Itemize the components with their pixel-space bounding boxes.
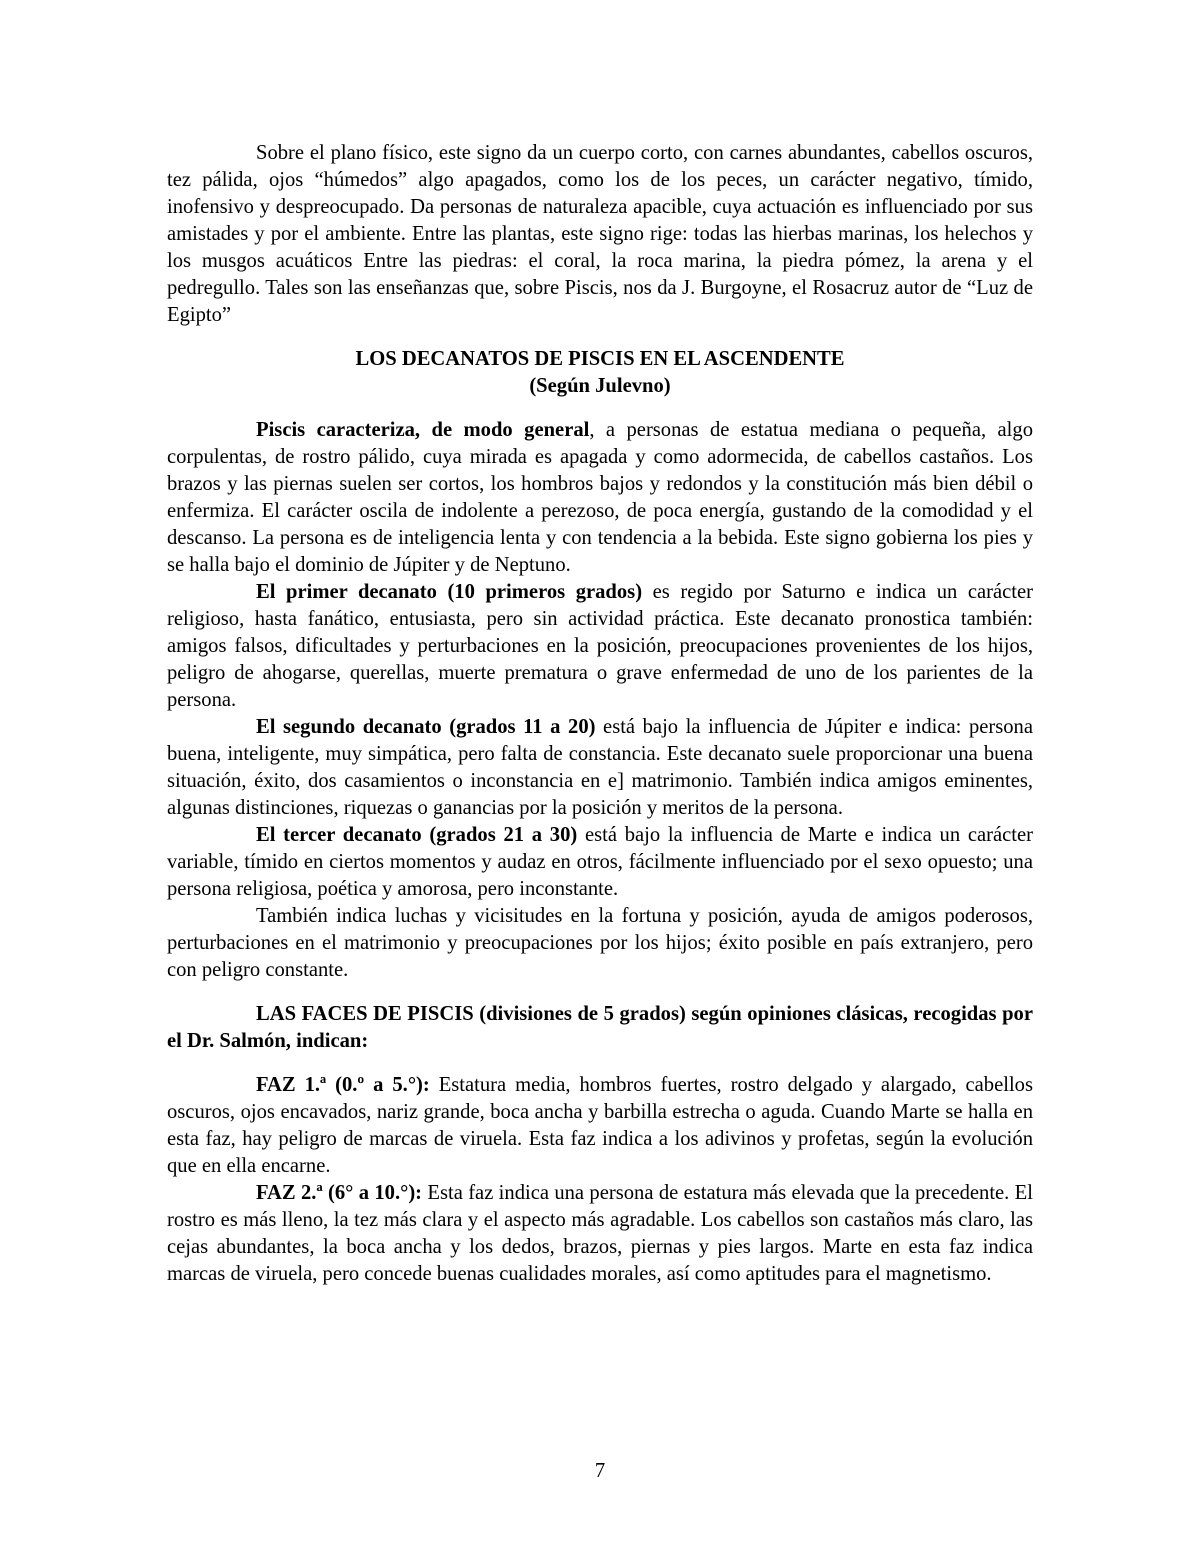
decanate-text: está bajo la influencia de Júpiter e indica: persona buena, inteligente, muy simpática, pero falta de constancia. Este decanato suele proporcionar una buena situación, éxito, dos casamientos o inconstancia en e] matrimonio. También indica amigos eminentes, algunas distinciones, riquezas o ganancias por la posición y meritos de la persona.	[167, 716, 1033, 819]
decanate-lead: El primer decanato (10 primeros grados)	[256, 581, 643, 603]
face-text: Estatura media, hombros fuertes, rostro delgado y alargado, cabellos oscuros, ojos encavados, nariz grande, boca ancha y barbilla estrecha o aguda. Cuando Marte se halla en esta faz, hay peligro de marcas de viruela. Esta faz indica a los adivinos y profetas, según la evolución que en ella encarne.	[167, 1074, 1033, 1177]
face-text: Esta faz indica una persona de estatura más elevada que la precedente. El rostro es más lleno, la tez más clara y el aspecto más agradable. Los cabellos son castaños más claro, las cejas abundantes, la boca ancha y los dedos, brazos, piernas y pies largos. Marte en esta faz indica marcas de viruela, pero concede buenas cualidades morales, así como aptitudes para el magnetismo.	[167, 1182, 1033, 1285]
decanate-text: está bajo la influencia de Marte e indica un carácter variable, tímido en ciertos momentos y audaz en otros, fácilmente influenciado por el sexo opuesto; una persona religiosa, poética y amorosa, pero inconstante.	[167, 824, 1033, 900]
general-paragraph	[167, 417, 1033, 579]
decanate-paragraph-2	[167, 714, 1033, 822]
page-number: 7	[594, 1460, 606, 1482]
general-text: , a personas de estatua mediana o pequeña, algo corpulentas, de rostro pálido, cuya mirada es apagada y como adormecida, de cabellos castaños. Los brazos y las piernas suelen ser cortos, los hombros bajos y redondos y la constitución más bien débil o enfermiza. El carácter oscila de indolente a perezoso, de poca energía, gustando de la comodidad y el descanso. La persona es de inteligencia lenta y con tendencia a la bebida. Este signo gobierna los pies y se halla bajo el dominio de Júpiter y de Neptuno.	[167, 419, 1034, 576]
intro-paragraph: Sobre el plano físico, este signo da un cuerpo corto, con carnes abundantes, cabellos oscuros, tez pálida, ojos “húmedos” algo apagados, como los de los peces, un carácter negativo, tímido, inofensivo y despreocupado. Da personas de naturaleza apacible, cuya actuación es influenciado por sus amistades y por el ambiente. Entre las plantas, este signo rige: todas las hierbas marinas, los helechos y los musgos acuáticos Entre las piedras: el coral, la roca marina, la piedra pómez, la arena y el pedregullo. Tales son las enseñanzas que, sobre Piscis, nos da J. Burgoyne, el Rosacruz autor de “Luz de Egipto”	[167, 142, 1033, 326]
decanate-lead: El tercer decanato (grados 21 a 30)	[256, 824, 578, 846]
face-lead: FAZ 2.ª (6° a 10.°):	[256, 1182, 423, 1204]
decanate-lead: El segundo decanato (grados 11 a 20)	[256, 716, 596, 738]
section-title: LOS DECANATOS DE PISCIS EN EL ASCENDENTE	[355, 348, 845, 370]
decanate-text: es regido por Saturno e indica un carácter religioso, hasta fanático, entusiasta, pero sin actividad práctica. Este decanato pronostica también: amigos falsos, dificultades y perturbaciones en la posición, preocupaciones provenientes de los hijos, peligro de ahogarse, querellas, muerte prematura o grave enfermedad de uno de los parientes de la persona.	[167, 581, 1033, 711]
section-subtitle: (Según Julevno)	[529, 375, 671, 397]
general-lead: Piscis caracteriza, de modo general	[256, 419, 590, 441]
section-decanatos-heading	[167, 346, 1033, 400]
decanate-3-continuation: También indica luchas y vicisitudes en la fortuna y posición, ayuda de amigos poderosos, perturbaciones en el matrimonio y preocupaciones por los hijos; éxito posible en país extranjero, pero con peligro constante.	[167, 905, 1033, 981]
face-paragraph-2	[167, 1180, 1033, 1288]
section-faces-heading: LAS FACES DE PISCIS (divisiones de 5 grados) según opiniones clásicas, recogidas por el Dr. Salmón, indican:	[167, 1003, 1033, 1052]
decanate-paragraph-1	[167, 579, 1033, 714]
decanate-paragraph-3	[167, 822, 1033, 903]
face-lead: FAZ 1.ª (0.º a 5.°):	[256, 1074, 430, 1096]
document-body	[167, 140, 1033, 1288]
face-paragraph-1	[167, 1072, 1033, 1180]
